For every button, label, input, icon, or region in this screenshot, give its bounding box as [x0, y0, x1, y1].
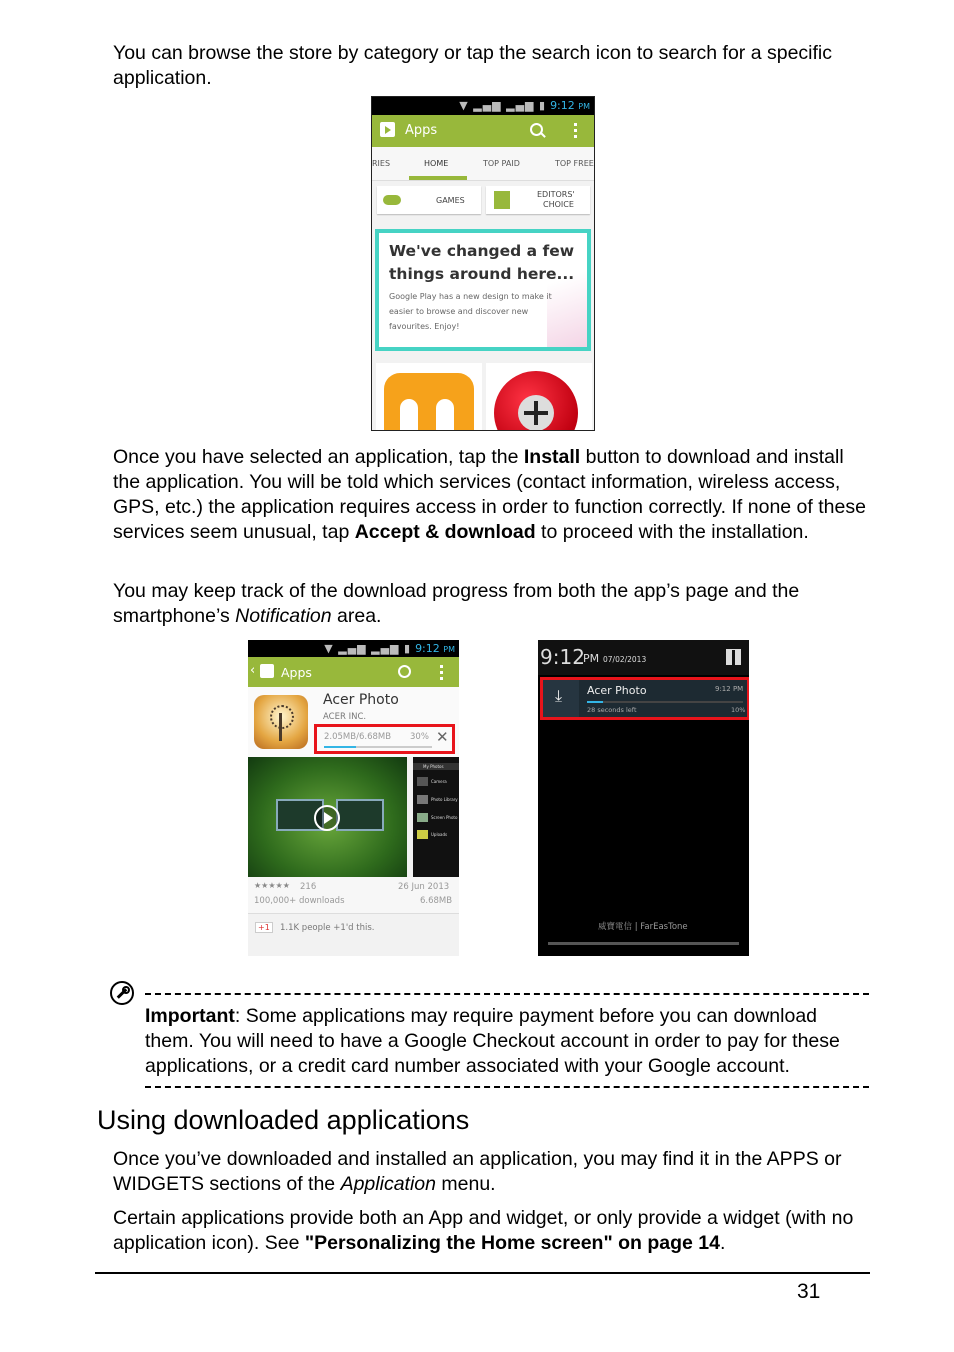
download-percent: 30% [410, 732, 429, 742]
play-video-icon[interactable] [314, 805, 340, 831]
notification-clock: 9:12 [540, 645, 585, 669]
notification-percent: 10% [731, 706, 746, 714]
important-note: Important: Some applications may require payment before you can download them. You will need to have a Google Checkout account in order to pay for these applications, or a credit card number associated with your Google account. [145, 1005, 840, 1077]
page-number: 31 [797, 1280, 821, 1303]
app-bar-title: Apps [281, 665, 312, 680]
games-label: GAMES [436, 196, 465, 205]
banner-title-line-2: things around here... [389, 265, 575, 283]
shade-handle[interactable] [548, 942, 739, 945]
search-icon[interactable] [398, 665, 411, 678]
acer-photo-app-icon [254, 695, 308, 749]
notification-progress-track [587, 701, 743, 703]
plus-one-button[interactable]: +1 [255, 922, 273, 933]
install-paragraph: Once you have selected an application, tap the Install button to download and install the application. You will be told which services (contact information, wireless access, GPS, etc.) the application requires access in order to function correctly. If none of these services seem unusual, tap Accept & download to proceed with the installation. [113, 446, 866, 543]
download-progress-highlight [314, 724, 455, 754]
screenshot-thumbnail[interactable]: My Photos Camera Photo Library Screen Photo Uploads [413, 757, 459, 877]
editors-choice-card[interactable] [486, 186, 590, 214]
tab-indicator [409, 176, 467, 180]
quick-settings-icon[interactable] [726, 649, 741, 665]
carrier-label: 威寶電信 | FarEasTone [598, 922, 688, 932]
important-icon [110, 981, 134, 1005]
notification-title: Acer Photo [587, 684, 647, 697]
download-size: 2.05MB/6.68MB [324, 732, 392, 742]
release-date: 26 Jun 2013 [398, 882, 450, 892]
note-bottom-divider [145, 1086, 869, 1088]
note-top-divider [145, 993, 869, 995]
rating-stars: ★★★★★ [254, 881, 290, 890]
app-name: Acer Photo [323, 692, 399, 708]
tab-categories[interactable]: RIES [372, 159, 391, 168]
notification-progress-fill [587, 701, 603, 703]
rating-count: 216 [300, 882, 317, 892]
plus-one-text: 1.1K people +1'd this. [280, 923, 375, 933]
app-bar-title: Apps [405, 123, 438, 138]
tab-top-free[interactable]: TOP FREE [555, 159, 594, 168]
meetme-logo-icon [384, 373, 474, 431]
banner-body-line-3: favourites. Enjoy! [389, 322, 460, 331]
back-chevron-icon[interactable]: ‹ [250, 663, 256, 678]
section-paragraph-1: Once you’ve downloaded and installed an application, you may find it in the APPS or WIDGETS sections of the Application menu. [113, 1148, 842, 1195]
download-arrow-icon: ⤓ [543, 680, 579, 717]
play-bag-icon[interactable] [380, 122, 395, 137]
app-stats [248, 877, 459, 913]
gamepad-icon [383, 195, 401, 205]
welcome-banner[interactable] [375, 229, 591, 351]
notification-screenshot [538, 640, 749, 956]
download-progress-track [324, 746, 432, 748]
intro-paragraph: You can browse the store by category or tap the search icon to search for a specific application. [113, 42, 833, 89]
download-progress-fill [324, 746, 356, 748]
play-store-screenshot [371, 96, 595, 431]
overflow-menu-icon[interactable] [440, 665, 443, 680]
app-tile-meetme[interactable] [376, 363, 482, 431]
notification-date: 07/02/2013 [603, 655, 647, 664]
play-bag-icon [260, 664, 274, 678]
notification-subtitle: 28 seconds left [587, 706, 637, 714]
banner-title-line-1: We've changed a few [389, 242, 575, 260]
app-size: 6.68MB [420, 896, 453, 906]
search-icon-handle [540, 132, 546, 138]
tab-home[interactable]: HOME [424, 159, 449, 168]
editors-choice-icon [494, 191, 510, 209]
notification-header [538, 640, 749, 675]
footer-rule [95, 1272, 870, 1274]
download-count: 100,000+ downloads [254, 896, 345, 906]
games-card[interactable] [377, 186, 481, 214]
status-bar [372, 97, 594, 115]
tab-top-paid[interactable]: TOP PAID [483, 159, 520, 168]
notification-time: 9:12 PM [715, 685, 744, 693]
status-bar [248, 640, 459, 657]
notification-ampm: PM [583, 652, 600, 665]
app-developer: ACER INC. [323, 712, 367, 722]
app-bar [248, 657, 459, 687]
tab-strip [372, 147, 594, 181]
app-tile-plus[interactable] [486, 363, 592, 431]
status-time: 9:12 PM [550, 99, 590, 112]
banner-body-line-2: easier to browse and discover new [389, 307, 529, 316]
video-thumbnail[interactable] [248, 757, 407, 877]
signal-icons: ▼ ▂▄▆ ▂▄▆ ▮ [324, 642, 412, 655]
banner-body-line-1: Google Play has a new design to make it [389, 292, 552, 301]
app-bar [372, 115, 594, 147]
editors-label-1: EDITORS' [537, 190, 575, 199]
section-heading: Using downloaded applications [97, 1105, 470, 1135]
progress-paragraph: You may keep track of the download progress from both the app’s page and the smartphone’s Notification area. [113, 580, 800, 627]
section-paragraph-2: Certain applications provide both an App and widget, or only provide a widget (with no application icon). See "Personalizing the Home screen" on page 14. [113, 1207, 854, 1254]
app-page-screenshot [248, 640, 459, 956]
overflow-menu-icon[interactable] [574, 123, 577, 139]
signal-icons: ▼ ▂▄▆ ▂▄▆ ▮ [459, 99, 547, 112]
editors-label-2: CHOICE [543, 200, 574, 209]
cancel-download-icon[interactable]: ✕ [436, 728, 449, 746]
download-notification-highlight[interactable] [540, 677, 749, 720]
plus-one-row [248, 913, 459, 944]
status-time: 9:12 PM [415, 642, 455, 655]
